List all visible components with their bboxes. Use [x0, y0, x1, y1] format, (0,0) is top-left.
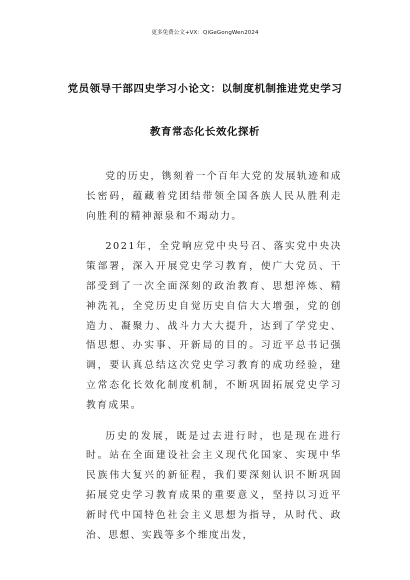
- document-title-line-1: 党员领导干部四史学习小论文：以制度机制推进党史学习: [67, 83, 343, 95]
- document-body: [86, 167, 342, 556]
- body-paragraph-2: 2021年，全党响应党中央号召、落实党中央决策部署，深入开展党史学习教育，使广大党员、干部受到了一次全面深刻的政治教育、思想淬炼、精神洗礼，全党历史自觉历史自信大大增强，党的创造力、凝聚力、战斗力大大提升，达到了学党史、悟思想、办实事、开新局的目的。习近平总书记强调，要认真总结这次党史学习教育的成功经验，建立常态化长效化制度机制，不断巩固拓展党史学习教育成果。: [86, 241, 342, 411]
- body-paragraph-3: 历史的发展，既是过去进行时，也是现在进行时。站在全面建设社会主义现代化国家、实现中华民族伟大复兴的新征程，我们要深刻认识不断巩固拓展党史学习教育成果的重要意义，坚持以习近平新时代中国特色社会主义思想为指导，从时代、政治、思想、实践等多个维度出发，: [86, 430, 342, 541]
- document-title-line-2: 教育常态化长效化探析: [150, 126, 260, 138]
- header-promo-note: 更多免费公文+VX：QiGeGongWen2024: [151, 30, 259, 36]
- body-paragraph-1: 党的历史，镌刻着一个百年大党的发展轨迹和成长密码，蕴藏着党团结带领全国各族人民从胜利走向胜利的精神源泉和不竭动力。: [86, 171, 342, 222]
